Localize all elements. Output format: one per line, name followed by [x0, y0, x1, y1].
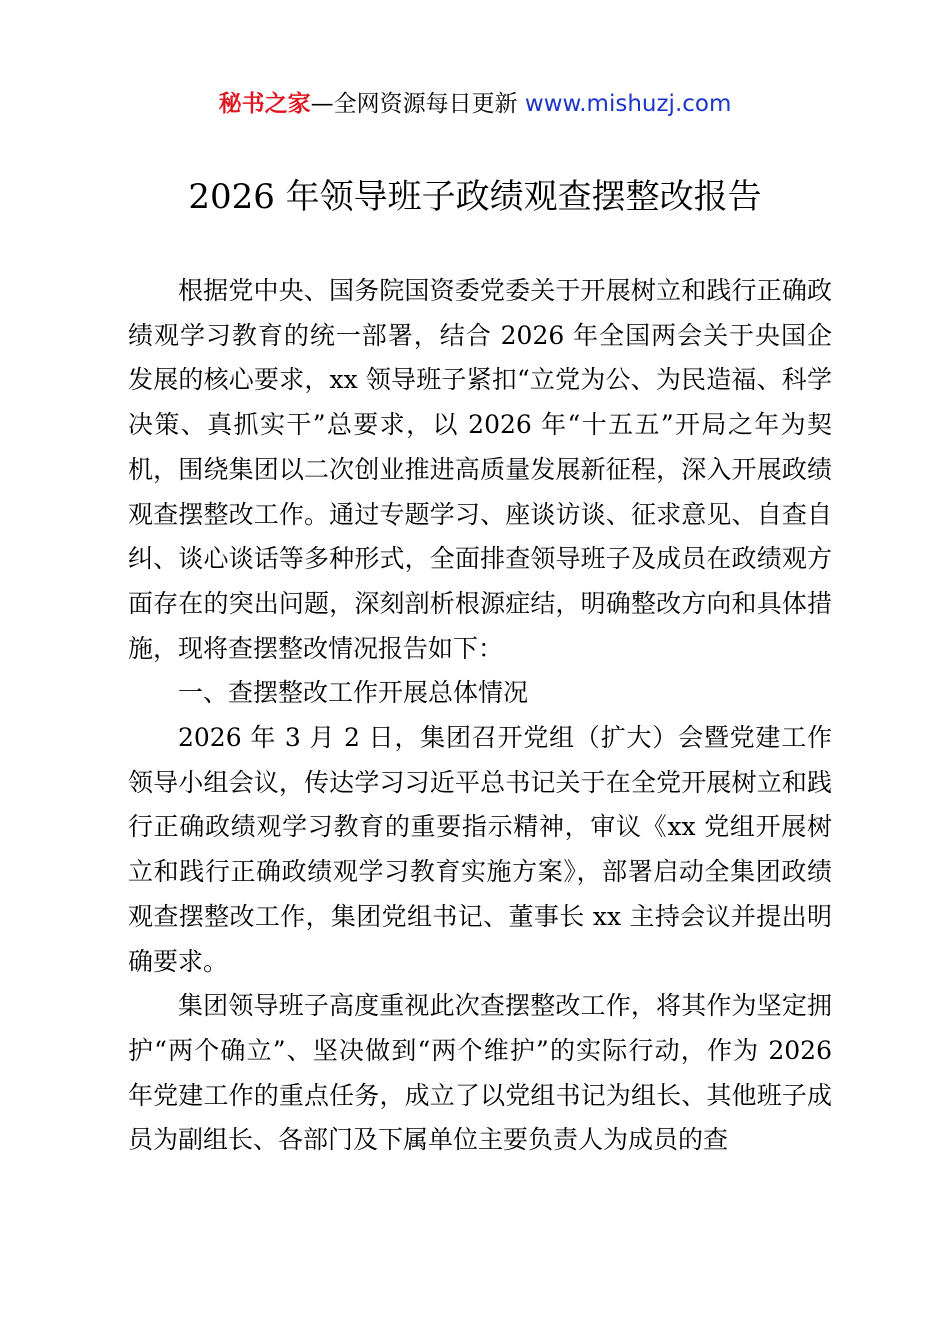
site-header: [0, 86, 950, 122]
brand-name: 秘书之家: [218, 91, 311, 117]
body-paragraph: 集团领导班子高度重视此次查摆整改工作，将其作为坚定拥护“两个确立”、坚决做到“两个维护”的实际行动，作为 2026 年党建工作的重点任务，成立了以党组书记为组长、其他班子成员为副组长、各部门及下属单位主要负责人为成员的查: [128, 991, 832, 1155]
header-slogan: —全网资源每日更新: [310, 91, 525, 117]
body-paragraph: 2026 年 3 月 2 日，集团召开党组（扩大）会暨党建工作领导小组会议，传达学习习近平总书记关于在全党开展树立和践行正确政绩观学习教育的重要指示精神，审议《xx 党组开展树立和践行正确政绩观学习教育实施方案》，部署启动全集团政绩观查摆整改工作，集团党组书记、董事长 xx 主持会议并提出明确要求。: [128, 723, 832, 976]
intro-paragraph: 根据党中央、国务院国资委党委关于开展树立和践行正确政绩观学习教育的统一部署，结合 2026 年全国两会关于央国企发展的核心要求，xx 领导班子紧扣“立党为公、为民造福、科学决策、真抓实干”总要求，以 2026 年“十五五”开局之年为契机，围绕集团以二次创业推进高质量发展新征程，深入开展政绩观查摆整改工作。通过专题学习、座谈访谈、征求意见、自查自纠、谈心谈话等多种形式，全面排查领导班子及成员在政绩观方面存在的突出问题，深刻剖析根源症结，明确整改方向和具体措施，现将查摆整改情况报告如下：: [128, 276, 832, 663]
document-body: [128, 269, 832, 1163]
section-heading: 一、查摆整改工作开展总体情况: [178, 678, 529, 708]
site-url-link[interactable]: www.mishuzj.com: [524, 91, 732, 117]
document-title: 2026 年领导班子政绩观查摆整改报告: [188, 177, 762, 217]
